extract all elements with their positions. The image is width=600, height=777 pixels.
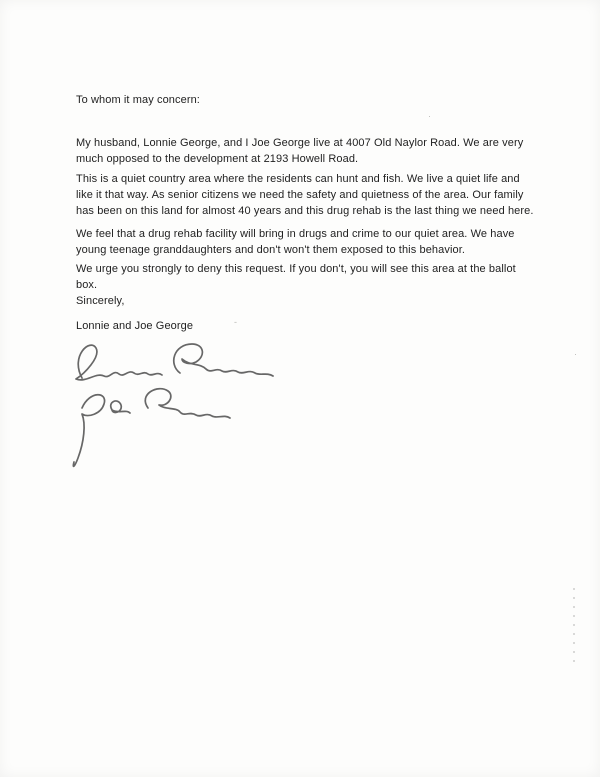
scan-artifact: ‑	[234, 317, 237, 327]
scan-artifact: ·	[574, 349, 577, 359]
letter-typed-signature-line: Lonnie and Joe George	[76, 320, 194, 332]
letter-paragraph-3: We feel that a drug rehab facility will bring in drugs and crime to our quiet area. We have young teenage granddaughters and don't won't them exposed to this behavior.	[76, 228, 515, 256]
letter-paragraph-4: We urge you strongly to deny this request. If you don't, you will see this area at the ballot box.	[76, 263, 516, 291]
scan-edge-speckles	[573, 588, 575, 666]
scan-artifact: ·	[428, 111, 431, 121]
handwritten-signature-lonnie-george	[68, 336, 278, 388]
letter-paragraph-1: My husband, Lonnie George, and I Joe George live at 4007 Old Naylor Road. We are very much opposed to the development at 2193 Howell Road.	[76, 137, 524, 165]
letter-closing: Sincerely,	[76, 295, 125, 307]
handwritten-signature-joe-george	[64, 384, 264, 474]
letter-paragraph-2: This is a quiet country area where the residents can hunt and fish. We live a quiet life and like it that way. As senior citizens we need the safety and quietness of the area. Our family has been on this land for almost 40 years and this drug rehab is the last thing we need here.	[76, 173, 534, 217]
letter-salutation: To whom it may concern:	[76, 94, 200, 106]
